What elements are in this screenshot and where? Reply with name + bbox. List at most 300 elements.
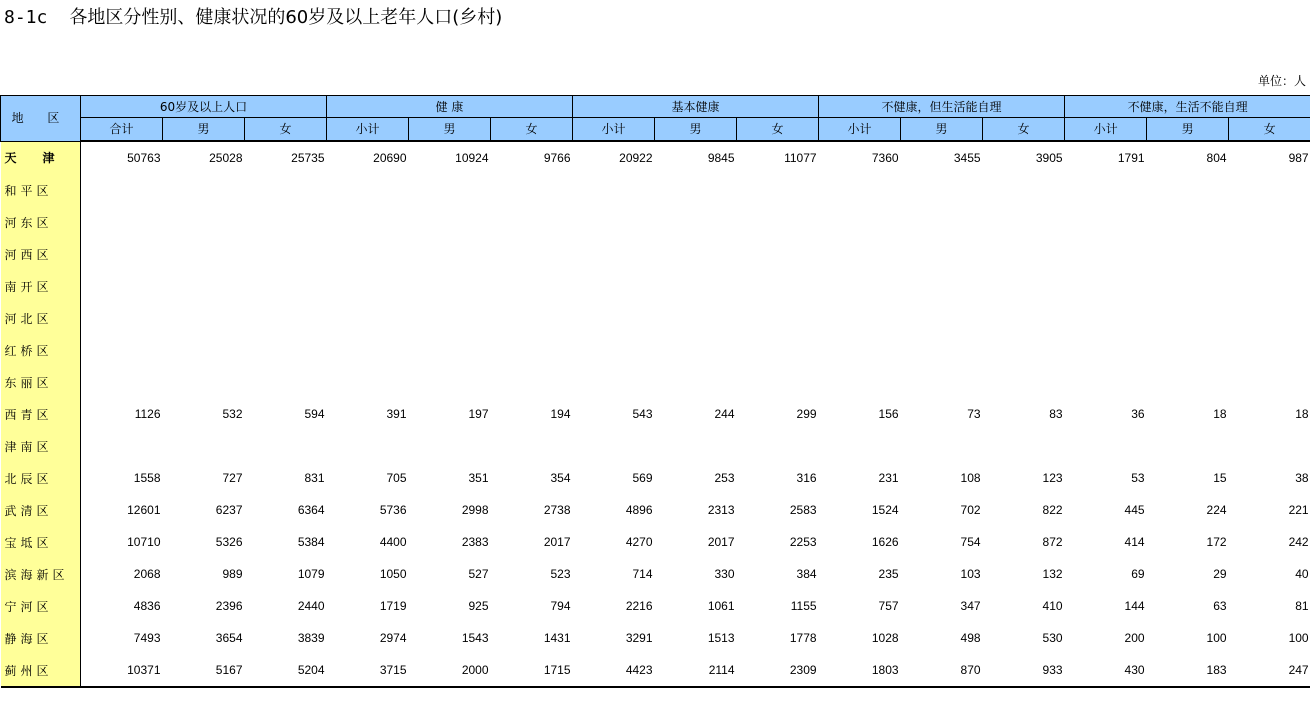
value-cell: 299	[796, 407, 817, 421]
value-cell	[1147, 174, 1229, 206]
region-name-cell: 河东区	[1, 206, 81, 238]
value-cell: 81	[1295, 599, 1309, 613]
value-cell	[81, 302, 163, 334]
value-cell: 1524	[871, 503, 899, 517]
value-cell	[491, 206, 573, 238]
value-cell: 5326	[215, 535, 243, 549]
value-cell	[1065, 302, 1147, 334]
value-cell: 754	[960, 535, 981, 549]
value-cell: 7360	[871, 151, 899, 165]
value-cell: 4423	[573, 654, 655, 687]
value-cell	[573, 174, 655, 206]
value-cell	[737, 430, 819, 462]
value-cell	[737, 334, 819, 366]
value-cell	[1229, 270, 1310, 302]
value-cell	[1065, 174, 1147, 206]
value-cell: 1050	[379, 567, 407, 581]
value-cell: 4270	[625, 535, 653, 549]
value-cell: 156	[878, 407, 899, 421]
value-cell: 987	[1288, 151, 1309, 165]
value-cell: 83	[1049, 407, 1063, 421]
value-cell: 100	[1206, 631, 1227, 645]
value-cell	[901, 366, 983, 398]
value-cell	[573, 302, 655, 334]
value-cell: 702	[960, 503, 981, 517]
value-cell	[81, 238, 163, 270]
value-cell	[245, 430, 327, 462]
value-cell: 354	[550, 471, 571, 485]
value-cell: 10371	[81, 654, 163, 687]
region-name-cell: 宁河区	[1, 590, 81, 622]
value-cell: 384	[796, 567, 817, 581]
value-cell	[491, 366, 573, 398]
value-cell	[1065, 270, 1147, 302]
value-cell	[245, 174, 327, 206]
value-cell: 7493	[133, 631, 161, 645]
table-row	[1, 558, 1310, 590]
value-cell: 18	[1295, 407, 1309, 421]
value-cell: 2313	[707, 503, 735, 517]
region-name-cell: 天津	[1, 141, 81, 174]
value-cell	[409, 302, 491, 334]
region-name-cell: 河西区	[1, 238, 81, 270]
value-cell: 3715	[327, 654, 409, 687]
value-cell	[983, 302, 1065, 334]
value-cell	[737, 302, 819, 334]
value-cell	[1147, 334, 1229, 366]
page-title	[4, 6, 502, 30]
sub-header-cell: 小计	[819, 118, 901, 142]
value-cell: 2738	[543, 503, 571, 517]
value-cell: 2974	[379, 631, 407, 645]
value-cell: 123	[1042, 471, 1063, 485]
value-cell: 1028	[871, 631, 899, 645]
value-cell	[901, 302, 983, 334]
value-cell	[983, 334, 1065, 366]
value-cell	[409, 206, 491, 238]
value-cell	[327, 334, 409, 366]
value-cell: 351	[468, 471, 489, 485]
value-cell: 200	[1124, 631, 1145, 645]
region-name-cell: 东丽区	[1, 366, 81, 398]
value-cell: 989	[222, 567, 243, 581]
value-cell: 20690	[373, 151, 407, 165]
value-cell	[819, 430, 901, 462]
value-cell: 4836	[133, 599, 161, 613]
value-cell	[655, 270, 737, 302]
value-cell	[163, 366, 245, 398]
value-cell	[409, 366, 491, 398]
value-cell	[573, 206, 655, 238]
value-cell: 132	[1042, 567, 1063, 581]
value-cell	[491, 174, 573, 206]
value-cell: 498	[960, 631, 981, 645]
value-cell: 1155	[790, 599, 817, 613]
value-cell	[245, 334, 327, 366]
value-cell: 144	[1124, 599, 1145, 613]
value-cell: 714	[632, 567, 653, 581]
value-cell	[901, 430, 983, 462]
value-cell: 2583	[789, 503, 817, 517]
value-cell: 18	[1213, 407, 1227, 421]
value-cell: 2017	[707, 535, 735, 549]
value-cell	[655, 206, 737, 238]
value-cell	[1147, 430, 1229, 462]
value-cell	[983, 366, 1065, 398]
value-cell	[983, 270, 1065, 302]
value-cell: 6364	[297, 503, 325, 517]
value-cell	[491, 270, 573, 302]
value-cell: 925	[468, 599, 489, 613]
value-cell: 197	[468, 407, 489, 421]
value-cell	[819, 206, 901, 238]
value-cell: 5204	[245, 654, 327, 687]
value-cell	[81, 366, 163, 398]
value-cell	[409, 334, 491, 366]
value-cell	[1065, 206, 1147, 238]
value-cell: 11077	[784, 151, 817, 165]
value-cell: 2998	[461, 503, 489, 517]
value-cell	[1229, 430, 1310, 462]
value-cell	[491, 302, 573, 334]
value-cell: 5736	[379, 503, 407, 517]
value-cell	[81, 270, 163, 302]
value-cell: 1803	[819, 654, 901, 687]
value-cell	[1229, 366, 1310, 398]
value-cell	[1065, 238, 1147, 270]
value-cell	[983, 430, 1065, 462]
value-cell	[819, 270, 901, 302]
table-title: 各地区分性别、健康状况的60岁及以上老年人口(乡村)	[69, 7, 503, 28]
value-cell: 2216	[625, 599, 653, 613]
sub-header-cell: 小计	[573, 118, 655, 142]
sub-header-cell: 男	[655, 118, 737, 142]
value-cell: 194	[550, 407, 571, 421]
table-row	[1, 334, 1310, 366]
value-cell: 50763	[127, 151, 161, 165]
value-cell	[327, 270, 409, 302]
value-cell: 221	[1288, 503, 1309, 517]
value-cell	[901, 334, 983, 366]
group-header-unhealthy-self-care: 不健康，但生活能自理	[819, 96, 1065, 118]
value-cell	[327, 206, 409, 238]
table-row	[1, 590, 1310, 622]
value-cell: 15	[1213, 471, 1227, 485]
value-cell: 29	[1213, 567, 1227, 581]
value-cell	[1147, 366, 1229, 398]
value-cell: 1431	[543, 631, 571, 645]
value-cell: 100	[1288, 631, 1309, 645]
value-cell	[81, 430, 163, 462]
table-row	[1, 398, 1310, 430]
group-header-basic-healthy: 基本健康	[573, 96, 819, 118]
value-cell	[573, 270, 655, 302]
value-cell	[1229, 238, 1310, 270]
value-cell: 4400	[379, 535, 407, 549]
value-cell: 53	[1131, 471, 1145, 485]
value-cell	[573, 430, 655, 462]
value-cell	[163, 334, 245, 366]
value-cell	[491, 430, 573, 462]
value-cell	[163, 206, 245, 238]
value-cell	[81, 174, 163, 206]
value-cell	[163, 302, 245, 334]
sub-header-cell: 男	[901, 118, 983, 142]
value-cell: 231	[878, 471, 899, 485]
region-name-cell: 滨海新区	[1, 558, 81, 590]
value-cell: 804	[1206, 151, 1227, 165]
value-cell: 2309	[737, 654, 819, 687]
value-cell	[409, 174, 491, 206]
value-cell	[737, 206, 819, 238]
value-cell: 2396	[215, 599, 243, 613]
value-cell: 183	[1147, 654, 1229, 687]
value-cell: 1719	[379, 599, 407, 613]
value-cell: 38	[1295, 471, 1309, 485]
value-cell: 10924	[455, 151, 489, 165]
value-cell: 2068	[133, 567, 161, 581]
value-cell: 1778	[789, 631, 817, 645]
value-cell	[819, 334, 901, 366]
value-cell: 3291	[625, 631, 653, 645]
value-cell: 543	[632, 407, 653, 421]
value-cell	[1147, 270, 1229, 302]
sub-header-cell: 男	[163, 118, 245, 142]
value-cell	[81, 206, 163, 238]
value-cell	[163, 174, 245, 206]
value-cell: 1715	[491, 654, 573, 687]
value-cell	[327, 238, 409, 270]
region-name-cell: 南开区	[1, 270, 81, 302]
value-cell: 10710	[127, 535, 161, 549]
value-cell: 347	[960, 599, 981, 613]
region-name-cell: 河北区	[1, 302, 81, 334]
value-cell: 1061	[707, 599, 735, 613]
sub-header-cell: 女	[737, 118, 819, 142]
value-cell: 235	[878, 567, 899, 581]
table-row	[1, 654, 1310, 687]
value-cell: 63	[1213, 599, 1227, 613]
value-cell	[737, 174, 819, 206]
value-cell: 5384	[297, 535, 325, 549]
value-cell: 391	[386, 407, 407, 421]
table-row	[1, 174, 1310, 206]
value-cell: 12601	[127, 503, 161, 517]
value-cell: 1543	[461, 631, 489, 645]
table-row	[1, 366, 1310, 398]
value-cell	[983, 238, 1065, 270]
value-cell: 2000	[409, 654, 491, 687]
value-cell: 727	[222, 471, 243, 485]
value-cell	[245, 238, 327, 270]
value-cell: 1079	[297, 567, 325, 581]
value-cell	[737, 366, 819, 398]
value-cell: 3654	[215, 631, 243, 645]
value-cell: 569	[632, 471, 653, 485]
value-cell	[163, 430, 245, 462]
value-cell	[737, 238, 819, 270]
value-cell	[819, 238, 901, 270]
value-cell	[655, 430, 737, 462]
value-cell	[655, 302, 737, 334]
value-cell: 3455	[953, 151, 981, 165]
value-cell: 933	[983, 654, 1065, 687]
value-cell	[737, 270, 819, 302]
header-group-row	[1, 96, 1310, 118]
sub-header-cell: 女	[245, 118, 327, 142]
value-cell	[1147, 302, 1229, 334]
table-body	[1, 141, 1310, 687]
value-cell	[1147, 206, 1229, 238]
value-cell	[1229, 302, 1310, 334]
region-name-cell: 津南区	[1, 430, 81, 462]
data-table	[0, 95, 1310, 688]
value-cell: 172	[1206, 535, 1227, 549]
value-cell	[655, 334, 737, 366]
value-cell	[327, 174, 409, 206]
group-header-unhealthy-no-self-care: 不健康，生活不能自理	[1065, 96, 1310, 118]
value-cell	[245, 206, 327, 238]
value-cell: 5167	[163, 654, 245, 687]
value-cell: 831	[304, 471, 325, 485]
value-cell	[327, 302, 409, 334]
value-cell	[409, 238, 491, 270]
value-cell: 9845	[707, 151, 735, 165]
value-cell	[983, 206, 1065, 238]
sub-header-cell: 女	[1229, 118, 1310, 142]
table-row	[1, 238, 1310, 270]
value-cell: 822	[1042, 503, 1063, 517]
value-cell: 244	[714, 407, 735, 421]
value-cell: 69	[1131, 567, 1145, 581]
value-cell: 9766	[543, 151, 571, 165]
value-cell: 73	[967, 407, 981, 421]
value-cell: 530	[1042, 631, 1063, 645]
sub-header-cell: 小计	[1065, 118, 1147, 142]
value-cell	[1065, 366, 1147, 398]
table-row	[1, 270, 1310, 302]
unit-label: 单位：人	[1257, 74, 1306, 88]
value-cell: 414	[1124, 535, 1145, 549]
value-cell: 2253	[789, 535, 817, 549]
value-cell	[819, 174, 901, 206]
value-cell	[901, 270, 983, 302]
value-cell: 527	[468, 567, 489, 581]
value-cell: 3905	[1035, 151, 1063, 165]
value-cell: 870	[901, 654, 983, 687]
sub-header-cell: 小计	[327, 118, 409, 142]
region-name-cell: 蓟州区	[1, 654, 81, 687]
value-cell	[1229, 206, 1310, 238]
value-cell	[983, 174, 1065, 206]
value-cell: 532	[222, 407, 243, 421]
value-cell	[245, 302, 327, 334]
table-row	[1, 206, 1310, 238]
value-cell: 316	[796, 471, 817, 485]
value-cell	[1229, 174, 1310, 206]
value-cell: 6237	[215, 503, 243, 517]
value-cell: 523	[550, 567, 571, 581]
value-cell	[163, 270, 245, 302]
value-cell	[573, 334, 655, 366]
value-cell: 242	[1288, 535, 1309, 549]
value-cell	[327, 430, 409, 462]
value-cell	[901, 174, 983, 206]
value-cell: 1126	[134, 407, 161, 421]
table-row	[1, 141, 1310, 174]
value-cell: 1558	[133, 471, 161, 485]
value-cell: 757	[878, 599, 899, 613]
value-cell	[573, 366, 655, 398]
value-cell: 2383	[461, 535, 489, 549]
table-row	[1, 526, 1310, 558]
table-row	[1, 622, 1310, 654]
region-name-cell: 宝坻区	[1, 526, 81, 558]
value-cell: 4896	[625, 503, 653, 517]
value-cell	[491, 334, 573, 366]
value-cell: 247	[1229, 654, 1310, 687]
value-cell	[655, 174, 737, 206]
value-cell: 108	[960, 471, 981, 485]
value-cell: 224	[1206, 503, 1227, 517]
value-cell: 20922	[619, 151, 653, 165]
value-cell	[81, 334, 163, 366]
region-name-cell: 静海区	[1, 622, 81, 654]
value-cell: 705	[386, 471, 407, 485]
value-cell: 2440	[297, 599, 325, 613]
value-cell: 2114	[655, 654, 737, 687]
table-row	[1, 302, 1310, 334]
value-cell: 25028	[209, 151, 243, 165]
value-cell: 410	[1042, 599, 1063, 613]
value-cell	[901, 238, 983, 270]
value-cell: 103	[960, 567, 981, 581]
value-cell	[409, 270, 491, 302]
table-row	[1, 494, 1310, 526]
value-cell	[1147, 238, 1229, 270]
value-cell	[655, 366, 737, 398]
sub-header-cell: 女	[983, 118, 1065, 142]
value-cell: 1626	[871, 535, 899, 549]
value-cell: 1791	[1117, 151, 1145, 165]
region-name-cell: 红桥区	[1, 334, 81, 366]
value-cell	[1065, 334, 1147, 366]
value-cell	[327, 366, 409, 398]
value-cell	[655, 238, 737, 270]
region-header: 地 区	[1, 96, 81, 142]
value-cell: 3839	[297, 631, 325, 645]
value-cell	[1065, 430, 1147, 462]
region-name-cell: 和平区	[1, 174, 81, 206]
value-cell: 794	[550, 599, 571, 613]
value-cell: 40	[1295, 567, 1309, 581]
value-cell: 330	[714, 567, 735, 581]
region-name-cell: 北辰区	[1, 462, 81, 494]
sub-header-cell: 男	[1147, 118, 1229, 142]
value-cell: 1513	[707, 631, 735, 645]
value-cell: 253	[714, 471, 735, 485]
region-name-cell: 西青区	[1, 398, 81, 430]
group-header-healthy: 健 康	[327, 96, 573, 118]
value-cell: 36	[1131, 407, 1145, 421]
value-cell	[819, 366, 901, 398]
sub-header-cell: 女	[491, 118, 573, 142]
region-name-cell: 武清区	[1, 494, 81, 526]
value-cell: 594	[304, 407, 325, 421]
value-cell: 872	[1042, 535, 1063, 549]
value-cell	[819, 302, 901, 334]
value-cell	[245, 366, 327, 398]
